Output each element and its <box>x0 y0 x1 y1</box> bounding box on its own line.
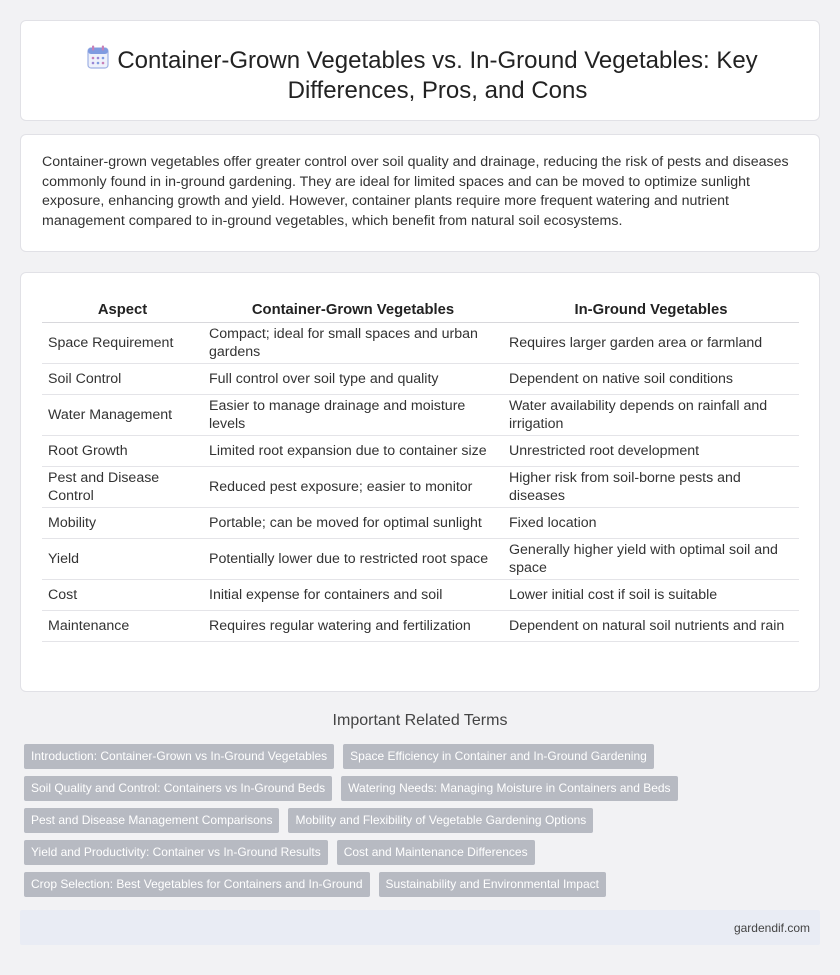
related-term-tag[interactable]: Soil Quality and Control: Containers vs In-Ground Beds <box>24 776 332 801</box>
table-row <box>42 323 799 364</box>
related-term-tag[interactable]: Cost and Maintenance Differences <box>337 840 535 865</box>
in-ground-cell: Dependent on natural soil nutrients and rain <box>503 611 799 642</box>
table-row <box>42 580 799 611</box>
comparison-table-card <box>20 272 820 692</box>
table-row <box>42 539 799 580</box>
table-row <box>42 395 799 436</box>
container-cell: Requires regular watering and fertilization <box>203 611 503 642</box>
footer <box>20 910 820 945</box>
container-cell: Reduced pest exposure; easier to monitor <box>203 467 503 508</box>
in-ground-cell: Water availability depends on rainfall and irrigation <box>503 395 799 436</box>
table-row <box>42 364 799 395</box>
header-in-ground: In-Ground Vegetables <box>503 293 799 323</box>
aspect-cell: Maintenance <box>42 611 203 642</box>
related-term-tag[interactable]: Watering Needs: Managing Moisture in Containers and Beds <box>341 776 677 801</box>
aspect-cell: Cost <box>42 580 203 611</box>
tag-row <box>24 808 724 840</box>
in-ground-cell: Higher risk from soil-borne pests and diseases <box>503 467 799 508</box>
intro-card <box>20 134 820 252</box>
tag-row <box>24 744 724 776</box>
related-term-tag[interactable]: Mobility and Flexibility of Vegetable Gardening Options <box>288 808 593 833</box>
container-cell: Initial expense for containers and soil <box>203 580 503 611</box>
footer-site-link[interactable]: gardendif.com <box>733 921 810 935</box>
intro-paragraph: Container-grown vegetables offer greater control over soil quality and drainage, reducing the risk of pests and diseases commonly found in in-ground gardening. They are ideal for limited spaces and can be moved to optimize sunlight exposure, enhancing growth and yield. However, container plants require more frequent watering and nutrient management compared to in-ground vegetables, which benefit from natural soil ecosystems. <box>42 154 789 229</box>
related-term-tag[interactable]: Space Efficiency in Container and In-Ground Gardening <box>343 744 654 769</box>
aspect-cell: Mobility <box>42 508 203 539</box>
related-terms-list <box>24 744 724 904</box>
aspect-cell: Soil Control <box>42 364 203 395</box>
aspect-cell: Root Growth <box>42 436 203 467</box>
related-terms-heading: Important Related Terms <box>332 712 508 729</box>
aspect-cell: Pest and Disease Control <box>42 467 203 508</box>
in-ground-cell: Dependent on native soil conditions <box>503 364 799 395</box>
related-term-tag[interactable]: Yield and Productivity: Container vs In-Ground Results <box>24 840 328 865</box>
container-cell: Limited root expansion due to container size <box>203 436 503 467</box>
in-ground-cell: Lower initial cost if soil is suitable <box>503 580 799 611</box>
comparison-table <box>42 293 799 642</box>
in-ground-cell: Requires larger garden area or farmland <box>503 323 799 364</box>
aspect-cell: Space Requirement <box>42 323 203 364</box>
table-row <box>42 611 799 642</box>
table-row <box>42 508 799 539</box>
container-cell: Compact; ideal for small spaces and urban gardens <box>203 323 503 364</box>
container-cell: Portable; can be moved for optimal sunlight <box>203 508 503 539</box>
related-term-tag[interactable]: Pest and Disease Management Comparisons <box>24 808 279 833</box>
table-row <box>42 436 799 467</box>
container-cell: Potentially lower due to restricted root space <box>203 539 503 580</box>
tag-row <box>24 840 724 872</box>
related-term-tag[interactable]: Crop Selection: Best Vegetables for Containers and In-Ground <box>24 872 370 897</box>
tag-row <box>24 776 724 808</box>
in-ground-cell: Fixed location <box>503 508 799 539</box>
related-term-tag[interactable]: Sustainability and Environmental Impact <box>379 872 606 897</box>
in-ground-cell: Unrestricted root development <box>503 436 799 467</box>
aspect-cell: Yield <box>42 539 203 580</box>
in-ground-cell: Generally higher yield with optimal soil and space <box>503 539 799 580</box>
page-title: Container-Grown Vegetables vs. In-Ground Vegetables: Key Differences, Pros, and Cons <box>117 47 758 104</box>
table-header-row <box>42 293 799 323</box>
container-cell: Easier to manage drainage and moisture levels <box>203 395 503 436</box>
aspect-cell: Water Management <box>42 395 203 436</box>
table-row <box>42 467 799 508</box>
tag-row <box>24 872 724 904</box>
header-container-grown: Container-Grown Vegetables <box>203 293 503 323</box>
header-aspect: Aspect <box>42 293 203 323</box>
related-term-tag[interactable]: Introduction: Container-Grown vs In-Ground Vegetables <box>24 744 334 769</box>
title-card <box>20 20 820 121</box>
container-cell: Full control over soil type and quality <box>203 364 503 395</box>
